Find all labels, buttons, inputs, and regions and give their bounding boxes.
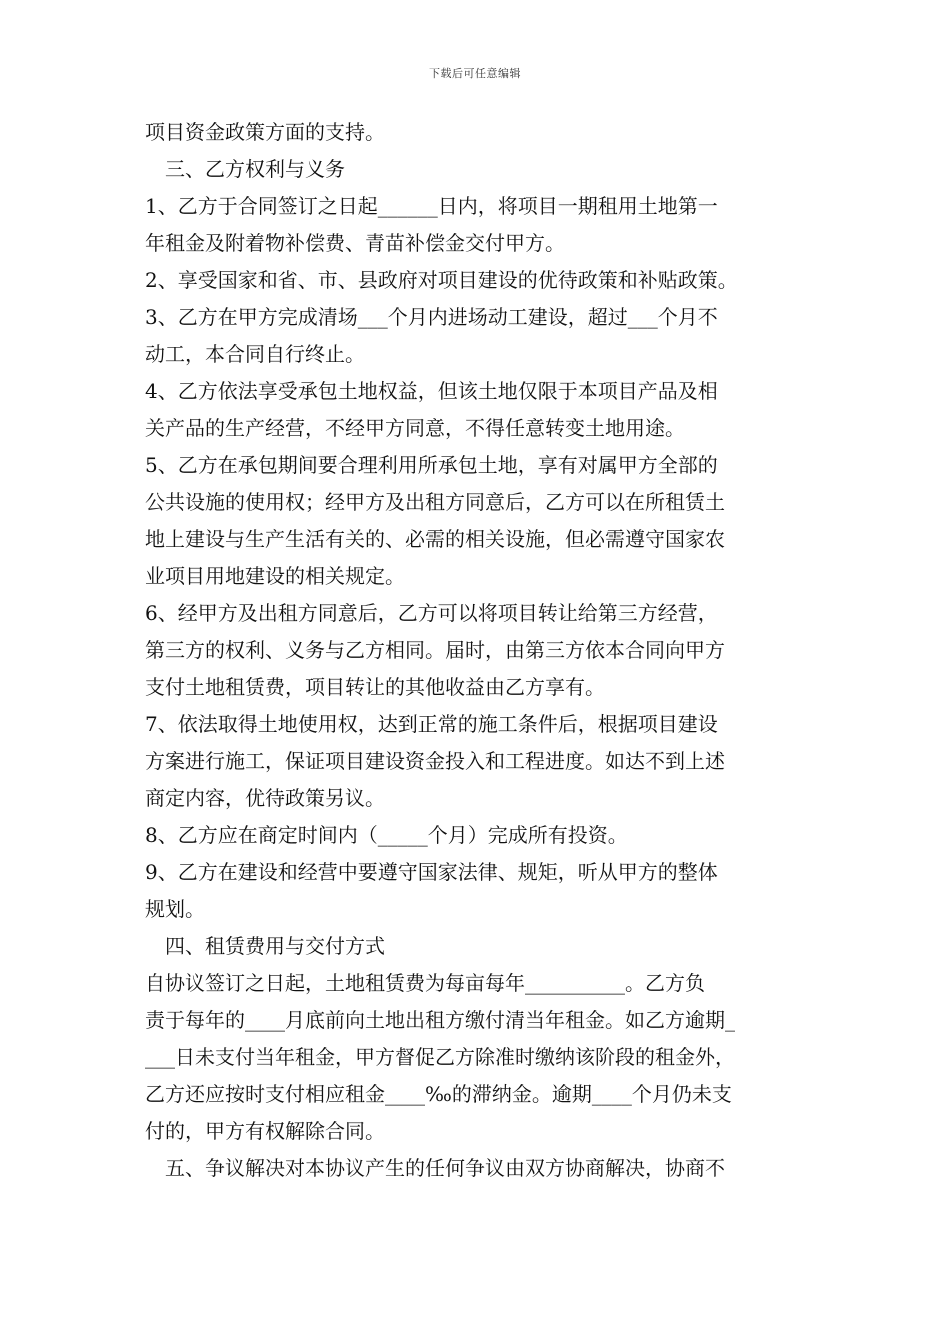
text-line: 第三方的权利、义务与乙方相同。届时，由第三方依本合同向甲方	[145, 638, 725, 662]
text-line: 年租金及附着物补偿费、青苗补偿金交付甲方。	[145, 231, 565, 255]
text-line: 规划。	[145, 897, 205, 921]
text-line: 4、乙方依法享受承包土地权益，但该土地仅限于本项目产品及相	[145, 379, 718, 403]
text-line: 公共设施的使用权；经甲方及出租方同意后，乙方可以在所租赁土	[145, 490, 725, 514]
text-line: 1、乙方于合同签订之日起______日内，将项目一期租用土地第一	[145, 194, 718, 218]
text-line: 项目资金政策方面的支持。	[145, 120, 385, 144]
text-line: 自协议签订之日起，土地租赁费为每亩每年__________。乙方负	[145, 971, 705, 995]
text-line: 付的，甲方有权解除合同。	[145, 1119, 385, 1143]
section-heading: 三、乙方权利与义务	[145, 157, 345, 181]
section-heading: 五、争议解决对本协议产生的任何争议由双方协商解决，协商不	[145, 1156, 725, 1180]
text-line: 关产品的生产经营，不经甲方同意，不得任意转变土地用途。	[145, 416, 685, 440]
text-line: 业项目用地建设的相关规定。	[145, 564, 405, 588]
text-line: 支付土地租赁费，项目转让的其他收益由乙方享有。	[145, 675, 605, 699]
text-line: 9、乙方在建设和经营中要遵守国家法律、规矩，听从甲方的整体	[145, 860, 718, 884]
text-line: 乙方还应按时支付相应租金____‰的滞纳金。逾期____个月仍未支	[145, 1082, 732, 1106]
text-line: 7、依法取得土地使用权，达到正常的施工条件后，根据项目建设	[145, 712, 718, 736]
page-header-note: 下载后可任意编辑	[429, 67, 521, 80]
text-line: 方案进行施工，保证项目建设资金投入和工程进度。如达不到上述	[145, 749, 725, 773]
text-line: 商定内容，优待政策另议。	[145, 786, 385, 810]
text-line: 6、经甲方及出租方同意后，乙方可以将项目转让给第三方经营，	[145, 601, 718, 625]
text-line: 地上建设与生产生活有关的、必需的相关设施，但必需遵守国家农	[145, 527, 725, 551]
section-heading: 四、租赁费用与交付方式	[145, 934, 385, 958]
text-line: 责于每年的____月底前向土地出租方缴付清当年租金。如乙方逾期_	[145, 1008, 735, 1032]
text-line: 2、享受国家和省、市、县政府对项目建设的优待政策和补贴政策。	[145, 268, 738, 292]
text-line: 3、乙方在甲方完成清场___个月内进场动工建设，超过___个月不	[145, 305, 718, 329]
text-line: 5、乙方在承包期间要合理利用所承包土地，享有对属甲方全部的	[145, 453, 718, 477]
text-line: 动工，本合同自行终止。	[145, 342, 365, 366]
text-line: 8、乙方应在商定时间内（_____个月）完成所有投资。	[145, 823, 628, 847]
text-line: ___日未支付当年租金，甲方督促乙方除准时缴纳该阶段的租金外，	[145, 1045, 735, 1069]
document-body	[145, 114, 815, 1187]
